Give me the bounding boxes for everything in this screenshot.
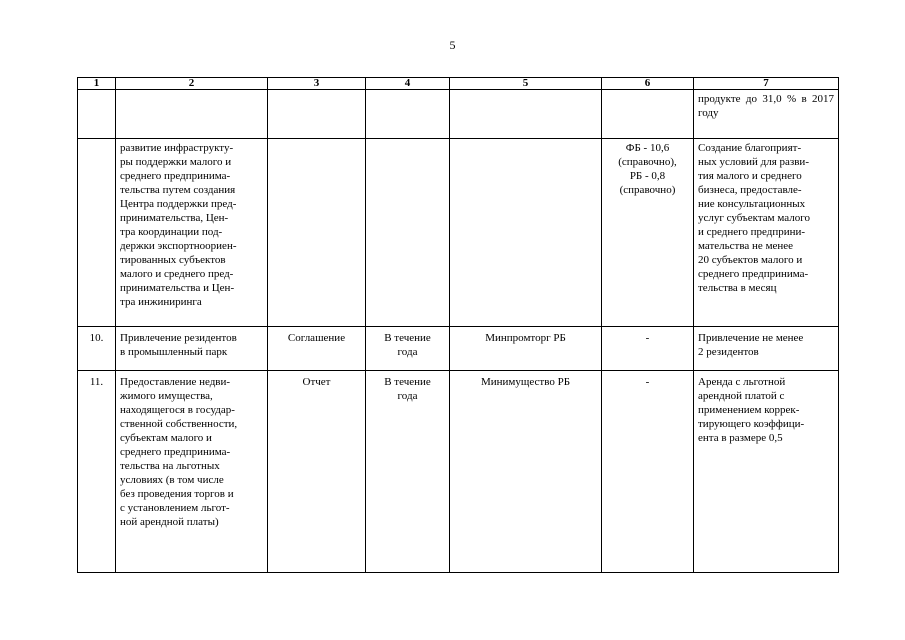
row-number-cell [78,90,116,139]
responsible-cell: Минпромторг РБ [450,327,602,371]
row-number-cell: 11. [78,371,116,573]
expected-result-text: Аренда с льготной арендной платой с применением коррек- тирующего коэффици- ента в размере 0,5 [698,376,805,444]
table-row-continuation [78,90,839,139]
deadline-text: В течение года [384,332,431,358]
header-cell-1: 1 [78,78,116,90]
deadline-cell [366,139,450,327]
funding-cell: - [602,371,694,573]
page-number: 5 [449,38,456,52]
document-type-cell: Отчет [268,371,366,573]
row-number-cell: 10. [78,327,116,371]
document-type-cell [268,139,366,327]
table-row-infrastructure [78,139,839,327]
responsible-cell [450,139,602,327]
deadline-cell [366,90,450,139]
measure-cell [116,90,268,139]
measures-table [77,77,839,573]
header-cell-6: 6 [602,78,694,90]
table-row-11 [78,371,839,573]
header-cell-5: 5 [450,78,602,90]
responsible-cell [450,90,602,139]
measure-text: Предоставление недви- жимого имущества, находящегося в государ- ственной собственности, субъектам малого и среднего предпринима- тельства на льготных условиях (в том числе без проведения торгов и с установлением льгот- ной арендной платы) [120,376,238,528]
document-type-cell [268,90,366,139]
header-row [78,78,839,90]
funding-cell: - [602,327,694,371]
expected-result-text: Создание благоприят- ных условий для разви- тия малого и среднего бизнеса, предоставле- ние консультационных услуг субъектам малого и среднего предприни- мательства не менее 20 субъектов малого и среднего предпринима- тельства в месяц [698,142,810,294]
expected-result-text: Привлечение не менее 2 резидентов [698,332,804,358]
funding-text: ФБ - 10,6 (справочно), РБ - 0,8 (справочно) [618,142,677,196]
row-number-cell [78,139,116,327]
table-row-10 [78,327,839,371]
header-cell-3: 3 [268,78,366,90]
document-type-cell: Соглашение [268,327,366,371]
expected-result-cell: продукте до 31,0 % в 2017 году [694,90,839,139]
funding-cell [602,90,694,139]
header-cell-7: 7 [694,78,839,90]
measure-text: развитие инфраструкту- ры поддержки малого и среднего предпринима- тельства путем создания Центра поддержки пред- принимательства, Цен- тра координации под- держки экспортноориен- тированных субъектов малого и среднего пред- принимательства и Цен- тра инжиниринга [120,142,237,308]
responsible-cell: Минимущество РБ [450,371,602,573]
header-cell-2: 2 [116,78,268,90]
deadline-text: В течение года [384,376,431,402]
measure-text: Привлечение резидентов в промышленный парк [120,332,237,358]
header-cell-4: 4 [366,78,450,90]
